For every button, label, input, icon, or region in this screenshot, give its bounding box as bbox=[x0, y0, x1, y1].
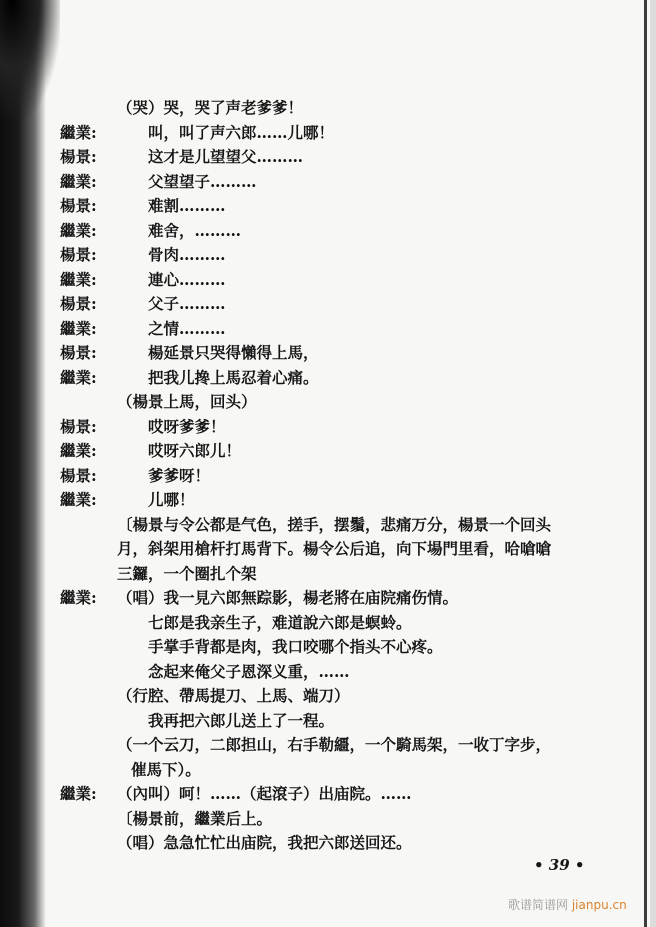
script-line bbox=[0, 611, 640, 636]
script-line bbox=[0, 170, 640, 195]
line-text: 难割……… bbox=[148, 196, 226, 215]
line-text: 叫，叫了声六郎……儿哪！ bbox=[148, 122, 335, 142]
line-text: 楊延景只哭得懶得上馬， bbox=[148, 343, 319, 362]
line-text: 月，斜架用槍杆打馬背下。楊令公后追，向下場門里看，哈嗆嗆 bbox=[117, 539, 552, 558]
line-text: 之情……… bbox=[148, 318, 226, 338]
speaker-label: 繼業: bbox=[60, 784, 97, 803]
script-line bbox=[0, 390, 640, 415]
line-text: 手掌手背都是肉，我口咬哪个指头不心疼。 bbox=[148, 637, 443, 656]
speaker-label: 楊景: bbox=[60, 196, 97, 215]
speaker-label: 楊景: bbox=[60, 294, 97, 313]
line-text: 难舍，……… bbox=[148, 220, 242, 240]
line-text: 骨肉……… bbox=[148, 245, 226, 264]
line-text: 爹爹呀！ bbox=[148, 465, 211, 485]
speaker-label: 楊景: bbox=[60, 343, 97, 362]
speaker-label: 楊景: bbox=[60, 147, 97, 166]
script-line bbox=[0, 317, 640, 342]
speaker-label: 繼業: bbox=[60, 318, 97, 338]
line-text: 父望望子……… bbox=[148, 171, 257, 191]
script-line bbox=[0, 292, 640, 317]
line-text: （唱）我一見六郎無踪影，楊老將在庙院痛伤情。 bbox=[117, 588, 459, 607]
script-line bbox=[0, 758, 640, 783]
script-line bbox=[0, 660, 640, 685]
script-line bbox=[0, 684, 640, 709]
line-text: 七郎是我亲生子，难道說六郎是螟蛉。 bbox=[148, 612, 412, 632]
speaker-label: 楊景: bbox=[60, 416, 97, 436]
watermark-cn: 歌谱简谱网 bbox=[508, 898, 569, 912]
speaker-label: 楊景: bbox=[60, 245, 97, 264]
script-line bbox=[0, 121, 640, 146]
speaker-label: 繼業: bbox=[60, 171, 97, 191]
script-line bbox=[0, 145, 640, 170]
page-number: • 39 • bbox=[534, 856, 585, 874]
speaker-label: 繼業: bbox=[60, 367, 97, 387]
line-text: （唱）急急忙忙出庙院，我把六郎送回还。 bbox=[117, 833, 412, 852]
script-line bbox=[0, 439, 640, 464]
line-text: 三鑼，一个圈扎个架 bbox=[117, 563, 257, 583]
script-line bbox=[0, 268, 640, 293]
line-text: 〔楊景前，繼業后上。 bbox=[117, 808, 273, 828]
script-line bbox=[0, 733, 640, 758]
speaker-label: 繼業: bbox=[60, 122, 97, 142]
script-line bbox=[0, 709, 640, 734]
script-line bbox=[0, 488, 640, 513]
line-text: 父子……… bbox=[148, 294, 226, 313]
script-text bbox=[0, 96, 640, 856]
line-text: （內叫）呵！……（起滾子）出庙院。…… bbox=[117, 784, 412, 803]
page-edge-line bbox=[644, 0, 647, 927]
script-line bbox=[0, 243, 640, 268]
script-line bbox=[0, 219, 640, 244]
speaker-label: 繼業: bbox=[60, 220, 97, 240]
script-line bbox=[0, 635, 640, 660]
line-text: （行腔、帶馬提刀、上馬、端刀） bbox=[117, 686, 350, 705]
speaker-label: 繼業: bbox=[60, 269, 97, 289]
speaker-label: 楊景: bbox=[60, 465, 97, 485]
script-line bbox=[0, 96, 640, 121]
script-line bbox=[0, 194, 640, 219]
script-line bbox=[0, 366, 640, 391]
line-text: 催馬下）。 bbox=[131, 759, 201, 779]
script-line bbox=[0, 537, 640, 562]
line-text: 把我儿搀上馬忍着心痛。 bbox=[148, 367, 319, 387]
script-line bbox=[0, 782, 640, 807]
line-text: 儿哪！ bbox=[148, 490, 195, 509]
line-text: （楊景上馬，回头） bbox=[117, 392, 257, 411]
line-text: 連心……… bbox=[148, 269, 226, 289]
line-text: 〔楊景与令公都是气色，搓手，摆鬚，悲痛万分，楊景一个回头 bbox=[117, 514, 552, 534]
script-line bbox=[0, 341, 640, 366]
line-text: 这才是儿望望父……… bbox=[148, 147, 304, 166]
speaker-label: 繼業: bbox=[60, 441, 97, 460]
line-text: （哭）哭，哭了声老爹爹！ bbox=[117, 98, 304, 117]
speaker-label: 繼業: bbox=[60, 588, 97, 607]
line-text: 哎呀六郎儿！ bbox=[148, 441, 242, 460]
speaker-label: 繼業: bbox=[60, 490, 97, 509]
line-text: 哎呀爹爹！ bbox=[148, 416, 226, 436]
script-line bbox=[0, 807, 640, 832]
script-line bbox=[0, 415, 640, 440]
script-line bbox=[0, 586, 640, 611]
script-line bbox=[0, 562, 640, 587]
line-text: 我再把六郎儿送上了一程。 bbox=[148, 710, 335, 730]
page-edge bbox=[650, 0, 656, 927]
watermark-en: jianpu.cn bbox=[571, 898, 627, 912]
watermark bbox=[508, 896, 627, 913]
script-line bbox=[0, 464, 640, 489]
script-line bbox=[0, 513, 640, 538]
script-line bbox=[0, 831, 640, 856]
line-text: （一个云刀，二郎担山，右手勒繮，一个騎馬架，一收丁字步， bbox=[117, 735, 552, 754]
line-text: 念起来俺父子恩深义重，…… bbox=[148, 661, 350, 681]
